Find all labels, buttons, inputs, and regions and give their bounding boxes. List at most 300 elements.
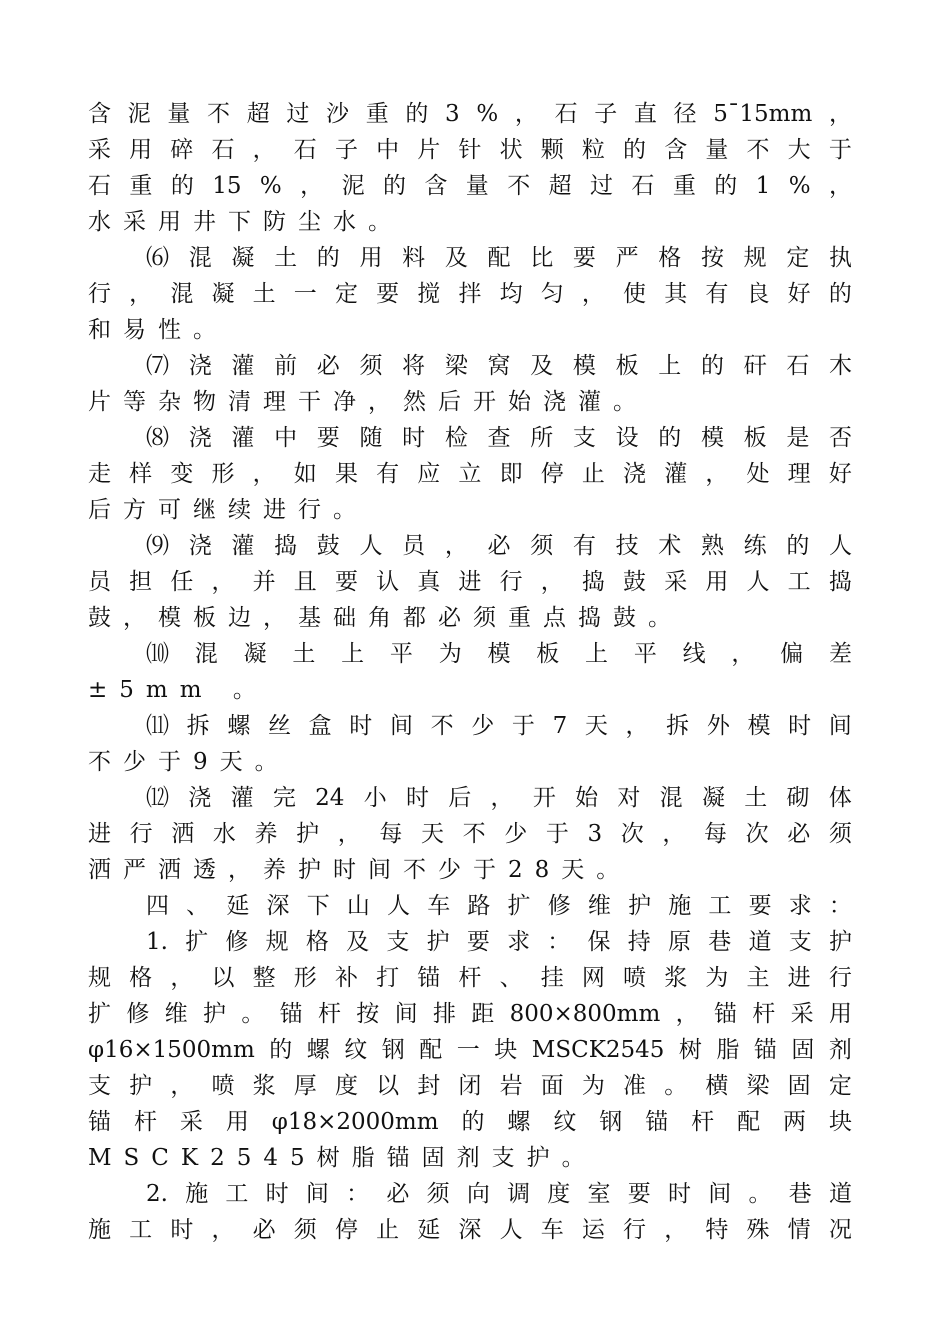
text-line [88,708,852,744]
text-glyph: 山 [346,893,370,919]
text-glyph: ， [490,785,514,811]
text-glyph: 剂 [828,1037,852,1063]
text-glyph: 针 [458,137,482,163]
text-glyph: 扩 [88,1001,111,1027]
text-glyph: 的 [170,173,194,199]
text-glyph: 护 [296,821,320,847]
text-glyph: 不 [207,101,231,127]
text-glyph: 采 [88,137,111,163]
text-glyph: 有 [376,461,400,487]
text-glyph: 规 [88,965,111,991]
text-glyph: ： [828,893,852,919]
text-glyph: 石 [88,173,111,199]
text-glyph: 施 [668,893,692,919]
text-glyph: 采 [179,1109,203,1135]
text-glyph: 固 [791,1037,815,1063]
text-glyph: 为 [438,641,462,667]
text-glyph: 拆 [666,713,690,739]
text-glyph: 求 [507,929,531,955]
text-glyph: 含 [88,101,111,127]
text-glyph: 要 [376,281,400,307]
text-glyph: 扩 [507,893,531,919]
text-glyph: ， [252,137,276,163]
text-glyph: 脂 [716,1037,740,1063]
text-glyph: 工 [708,893,732,919]
text-glyph: 重 [672,173,696,199]
text-glyph: 捣 [828,569,852,595]
text-glyph: 按 [356,1001,380,1027]
text-glyph: 路 [467,893,491,919]
text-glyph: 杆 [752,1001,776,1027]
text-glyph: 土 [252,281,276,307]
text-glyph: 盒 [308,713,332,739]
text-glyph: 面 [540,1073,564,1099]
text-glyph: 板 [615,353,639,379]
text-glyph: 板 [536,641,560,667]
text-glyph: 时 [788,713,812,739]
text-glyph: 时 [170,1217,194,1243]
text-glyph: 锚 [713,1001,737,1027]
text-glyph: ， [662,821,686,847]
text-glyph: 少 [504,821,528,847]
text-glyph: 须 [530,533,554,559]
text-glyph: 对 [617,785,641,811]
text-glyph: 比 [530,245,554,271]
text-glyph: 施 [185,1181,209,1207]
text-glyph: 况 [828,1217,852,1243]
text-glyph: 延 [417,1217,441,1243]
text-glyph: 后 [448,785,472,811]
text-line [88,1104,852,1140]
text-glyph: ， [705,461,729,487]
text-glyph: 不 [746,137,770,163]
text-glyph: 深 [266,893,290,919]
text-glyph: 24 [315,785,345,811]
text-glyph: 线 [682,641,706,667]
text-glyph: 向 [466,1181,490,1207]
text-line: 后方可继续进行。 [88,497,368,523]
text-glyph: 模 [572,353,596,379]
text-glyph: 。 [241,1001,265,1027]
text-line: 洒严洒透，养护时间不少于28天。 [88,857,632,883]
text-glyph: 人 [359,533,383,559]
text-glyph: 保 [587,929,611,955]
text-glyph: 严 [615,245,639,271]
text-line: MSCK2545树脂锚固剂支护。 [88,1145,597,1171]
text-glyph: 砌 [786,785,810,811]
text-glyph: 浇 [188,353,212,379]
text-glyph: 泥 [341,173,365,199]
text-glyph: 人 [746,569,770,595]
text-glyph: 间 [828,713,852,739]
text-glyph: 止 [376,1217,400,1243]
text-glyph: 土 [292,641,316,667]
text-glyph: 螺 [227,713,251,739]
text-glyph: 料 [402,245,426,271]
text-glyph: 规 [743,245,767,271]
text-glyph: 进 [88,821,111,847]
text-glyph: 设 [615,425,639,451]
text-glyph: 须 [293,1217,317,1243]
text-glyph: 采 [664,569,688,595]
text-glyph: 必 [386,1181,410,1207]
text-glyph: 前 [274,353,298,379]
text-glyph: 车 [540,1217,564,1243]
text-glyph: 杆 [317,1001,341,1027]
text-glyph: 浇 [188,533,212,559]
text-glyph: 室 [587,1181,611,1207]
text-glyph: 支 [386,929,410,955]
text-glyph: 灌 [664,461,688,487]
text-glyph: 采 [790,1001,814,1027]
text-glyph: 捣 [581,569,605,595]
text-glyph: 用 [129,137,153,163]
text-glyph: 差 [828,641,852,667]
text-glyph: 须 [359,353,383,379]
text-glyph: 窝 [487,353,511,379]
text-glyph: 主 [746,965,770,991]
text-glyph: 粒 [581,137,605,163]
text-line [88,240,852,276]
text-glyph: 上 [585,641,609,667]
text-glyph: 量 [705,137,729,163]
text-glyph: 的 [316,245,340,271]
text-glyph: 、 [186,893,210,919]
text-glyph: 杆 [691,1109,715,1135]
text-glyph: 配 [419,1037,443,1063]
text-glyph: 须 [426,1181,450,1207]
text-glyph: 护 [426,929,450,955]
text-glyph: 工 [225,1181,249,1207]
text-glyph: 扩 [185,929,209,955]
text-glyph: 担 [129,569,153,595]
text-glyph: 15 [212,173,242,199]
text-glyph: 杆 [458,965,482,991]
text-glyph: 匀 [540,281,564,307]
text-glyph: ， [828,173,852,199]
text-glyph: 鼓 [316,533,340,559]
text-glyph: 人 [499,1217,523,1243]
text-glyph: 间 [389,713,413,739]
text-line [88,168,852,204]
text-glyph: 板 [743,425,767,451]
text-glyph: 一 [293,281,317,307]
text-glyph: 如 [293,461,317,487]
text-glyph: 用 [225,1109,249,1135]
text-glyph: 为 [581,1073,605,1099]
text-glyph: 技 [615,533,639,559]
text-glyph: 以 [376,1073,400,1099]
text-glyph: 格 [305,929,329,955]
text-glyph: 养 [254,821,278,847]
text-glyph: 螺 [507,1109,531,1135]
text-glyph: 5¯15mm [713,101,813,127]
text-glyph: 小 [363,785,387,811]
text-glyph: 规 [265,929,289,955]
text-glyph: 灌 [231,425,255,451]
text-line: 水采用井下防尘水。 [88,209,403,235]
text-glyph: 要 [466,929,490,955]
text-glyph: 良 [746,281,770,307]
text-line [88,1068,852,1104]
text-glyph: 石 [631,173,655,199]
text-glyph: 持 [627,929,651,955]
text-glyph: 行 [129,821,153,847]
text-glyph: 行 [499,569,523,595]
text-glyph: 锚 [645,1109,669,1135]
text-glyph: 车 [427,893,451,919]
text-glyph: 量 [465,173,489,199]
text-glyph: 应 [417,461,441,487]
text-glyph: 果 [334,461,358,487]
text-glyph: 要 [334,569,358,595]
text-glyph: ， [514,101,538,127]
text-glyph: 均 [499,281,523,307]
text-glyph: 停 [540,461,564,487]
text-glyph: 按 [700,245,724,271]
text-glyph: 超 [246,101,270,127]
text-glyph: 间 [708,1181,732,1207]
text-glyph: 于 [828,137,852,163]
text-line: 片等杂物清理干净，然后开始浇灌。 [88,389,648,415]
text-glyph: ， [675,1001,699,1027]
text-glyph: 查 [487,425,511,451]
text-glyph: 过 [590,173,614,199]
text-line: 鼓，模板边，基础角都必须重点捣鼓。 [88,605,683,631]
text-glyph: 一 [456,1037,480,1063]
text-glyph: 护 [628,893,652,919]
text-glyph: 其 [664,281,688,307]
text-line [88,888,852,924]
text-glyph: 状 [499,137,523,163]
text-glyph: 子 [334,137,358,163]
text-glyph: 重 [129,173,153,199]
text-glyph: 沙 [326,101,350,127]
text-line: ±5mm 。 [88,677,268,703]
text-glyph: 过 [286,101,310,127]
text-glyph: 片 [417,137,441,163]
text-glyph: 木 [829,353,852,379]
text-glyph: 模 [747,713,771,739]
text-glyph: 配 [737,1109,761,1135]
text-glyph: 7 [552,713,568,739]
text-glyph: 护 [202,1001,226,1027]
text-glyph: 超 [548,173,572,199]
text-glyph: 好 [787,281,811,307]
text-glyph: 天 [421,821,444,847]
text-glyph: % [788,173,811,199]
text-glyph: 上 [341,641,365,667]
text-glyph: 运 [581,1217,605,1243]
text-glyph: % [476,101,499,127]
text-glyph: 的 [382,173,406,199]
text-glyph: 护 [828,929,852,955]
text-glyph: 模 [700,425,724,451]
text-glyph: 时 [349,713,373,739]
text-glyph: 停 [334,1217,358,1243]
text-glyph: 挂 [540,965,564,991]
text-glyph: 梁 [444,353,468,379]
text-glyph: 2. [146,1181,168,1207]
text-glyph: 厚 [293,1073,317,1099]
text-glyph: 拆 [186,713,210,739]
text-glyph: 支 [88,1073,111,1099]
text-glyph: 必 [787,821,811,847]
text-glyph: 练 [743,533,767,559]
text-glyph: 外 [706,713,730,739]
text-glyph: 大 [787,137,811,163]
text-glyph: 时 [668,1181,691,1207]
text-glyph: 含 [424,173,448,199]
text-glyph: 检 [444,425,468,451]
text-glyph: 混 [659,785,683,811]
text-glyph: 拌 [458,281,482,307]
text-glyph: 熟 [700,533,724,559]
text-glyph: 所 [530,425,554,451]
text-glyph: 是 [786,425,810,451]
text-line [88,780,852,816]
text-glyph: 行 [828,965,852,991]
text-glyph: 要 [316,425,340,451]
text-glyph: 径 [673,101,697,127]
text-glyph: 次 [620,821,644,847]
text-glyph: 的 [714,173,738,199]
text-glyph: 浆 [252,1073,276,1099]
text-glyph: 石 [786,353,810,379]
text-glyph: 捣 [274,533,298,559]
text-line [88,456,852,492]
text-glyph: 平 [389,641,413,667]
text-glyph: 块 [828,1109,852,1135]
text-glyph: 灌 [230,785,254,811]
text-glyph: 闭 [458,1073,482,1099]
text-line [88,1176,852,1212]
text-glyph: 即 [499,461,523,487]
document-page [88,96,852,1248]
text-glyph: 补 [334,965,358,991]
text-glyph: 间 [394,1001,418,1027]
text-glyph: 量 [167,101,191,127]
text-glyph: 石 [211,137,235,163]
text-glyph: % [259,173,282,199]
text-glyph: 凝 [701,785,725,811]
text-glyph: 石 [554,101,578,127]
text-glyph: 两 [783,1109,807,1135]
text-line [88,636,852,672]
text-glyph: ， [731,641,755,667]
text-glyph: 将 [402,353,426,379]
text-glyph: 距 [471,1001,495,1027]
text-glyph: 锚 [417,965,441,991]
text-glyph: ： [346,1181,370,1207]
text-glyph: 体 [828,785,852,811]
text-glyph: 1. [146,929,168,955]
text-glyph: ， [337,821,361,847]
text-glyph: 始 [575,785,599,811]
text-glyph: 、 [499,965,523,991]
text-glyph: ， [211,569,235,595]
text-glyph: 浇 [623,461,647,487]
text-glyph: ⑽ [146,641,169,667]
text-glyph: 殊 [746,1217,770,1243]
text-glyph: 岩 [499,1073,523,1099]
text-glyph: 于 [545,821,569,847]
text-glyph: 要 [572,245,596,271]
text-glyph: 定 [828,1073,852,1099]
text-glyph: 喷 [623,965,647,991]
text-glyph: 修 [225,929,249,955]
text-glyph: 立 [458,461,482,487]
text-glyph: 纹 [553,1109,577,1135]
text-glyph: 巷 [788,1181,812,1207]
text-glyph: 的 [786,533,810,559]
text-glyph: 鼓 [623,569,647,595]
text-glyph: ⑻ [146,425,169,451]
text-glyph: 延 [226,893,250,919]
text-line: 和易性。 [88,317,228,343]
text-glyph: ⑹ [146,245,169,271]
text-glyph: 工 [787,569,811,595]
text-glyph: 定 [786,245,810,271]
text-glyph: 浆 [664,965,688,991]
text-glyph: 钢 [381,1037,405,1063]
text-glyph: 原 [668,929,691,955]
text-glyph: 定 [334,281,358,307]
text-glyph: 度 [547,1181,571,1207]
text-glyph: 块 [494,1037,518,1063]
text-glyph: 好 [828,461,852,487]
text-glyph: ， [170,965,194,991]
text-glyph: 的 [461,1109,485,1135]
text-glyph: 3 [587,821,603,847]
text-glyph: 石 [293,137,317,163]
text-glyph: 完 [272,785,296,811]
text-glyph: 次 [745,821,769,847]
text-glyph: 偏 [780,641,804,667]
text-glyph: 为 [705,965,729,991]
text-line [88,996,852,1032]
text-glyph: 特 [705,1217,729,1243]
text-glyph: 要 [627,1181,651,1207]
text-line [88,924,852,960]
text-glyph: 道 [748,929,772,955]
text-glyph: 样 [129,461,153,487]
text-glyph: 灌 [231,353,255,379]
text-glyph: 施 [88,1217,111,1243]
text-glyph: 支 [572,425,596,451]
text-glyph: ， [444,533,468,559]
text-glyph: 下 [306,893,330,919]
text-glyph: 的 [623,137,647,163]
text-glyph: 以 [211,965,235,991]
text-glyph: 调 [507,1181,531,1207]
text-glyph: 钢 [599,1109,623,1135]
text-glyph: 螺 [306,1037,330,1063]
text-line [88,960,852,996]
text-glyph: 凝 [231,245,255,271]
text-glyph: 员 [88,569,111,595]
text-glyph: 人 [829,533,852,559]
text-glyph: 支 [788,929,812,955]
text-glyph: 3 [445,101,460,127]
text-glyph: 用 [705,569,729,595]
text-glyph: 护 [129,1073,153,1099]
text-glyph: 每 [379,821,403,847]
text-line [88,348,852,384]
text-glyph: 上 [658,353,682,379]
text-glyph: 浇 [188,425,212,451]
text-glyph: 洒 [171,821,195,847]
